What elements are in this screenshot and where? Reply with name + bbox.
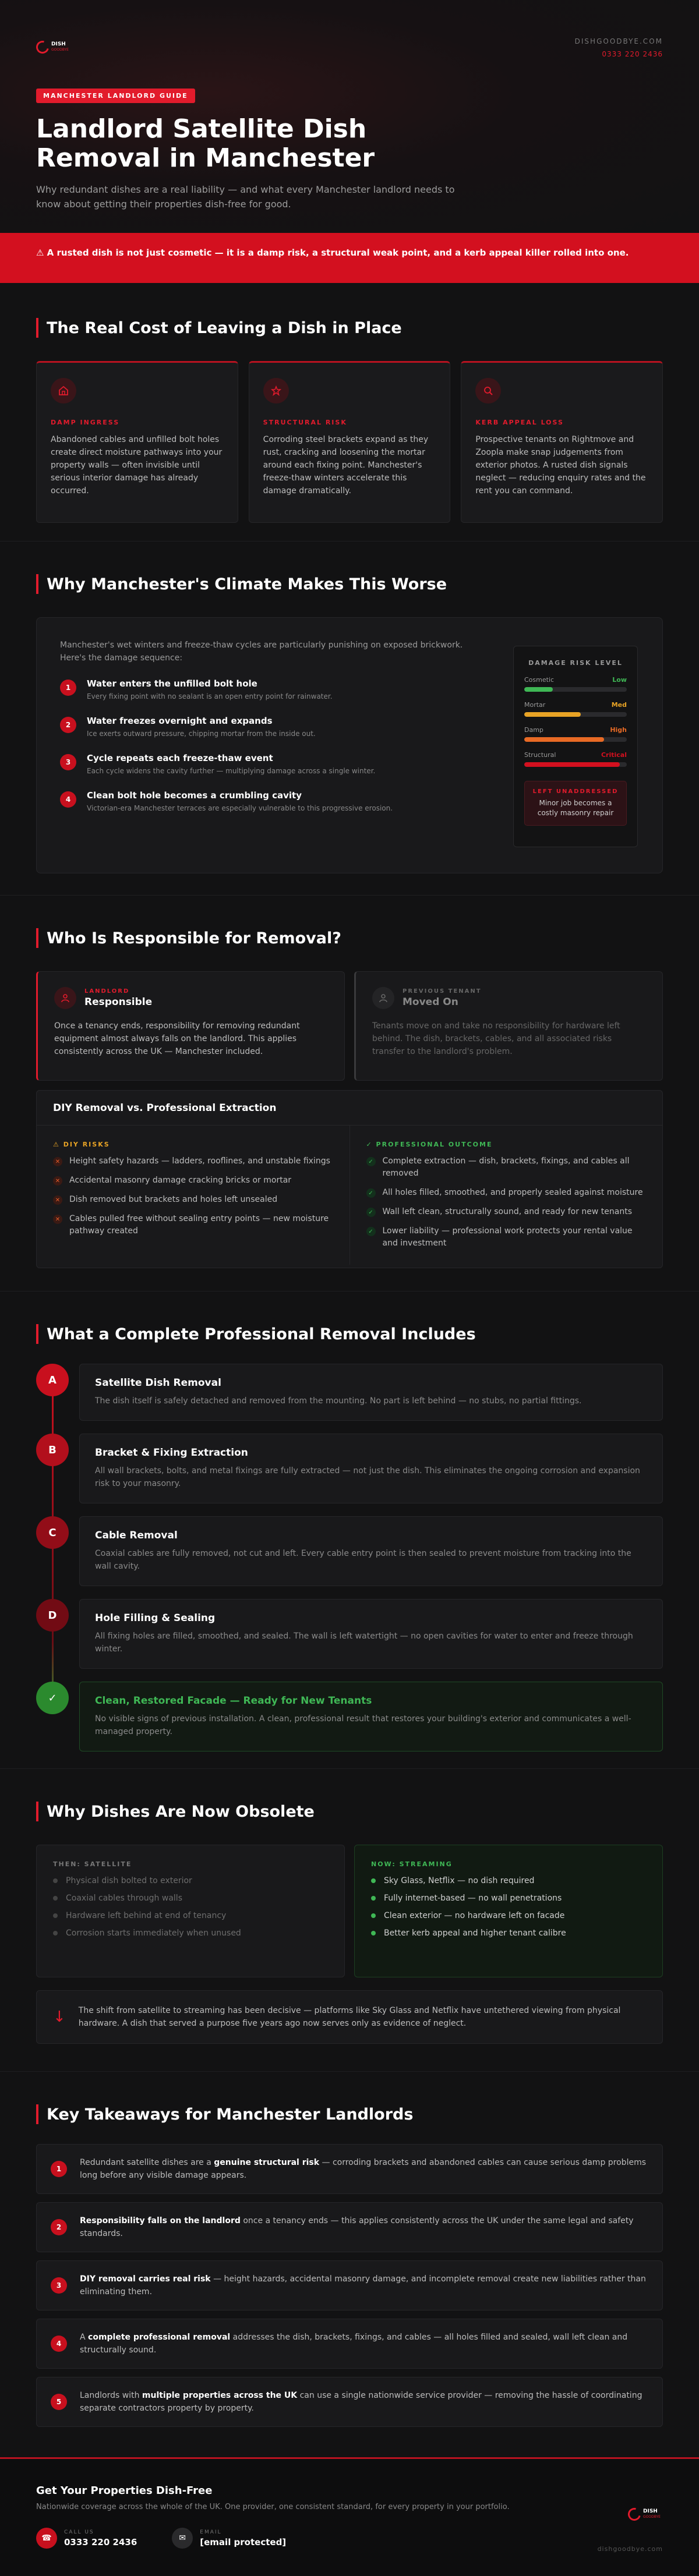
- footer-site-link[interactable]: dishgoodbye.com: [597, 2545, 663, 2553]
- logo-text: DISH: [51, 41, 66, 47]
- diy-risk-item: [53, 1213, 333, 1237]
- logo-text: DISH: [643, 2508, 658, 2514]
- step-number: 4: [60, 791, 76, 808]
- climate-section-title: Why Manchester's Climate Makes This Worse: [36, 574, 663, 594]
- then-item: [53, 1911, 328, 1920]
- takeaway-item: [36, 2319, 663, 2369]
- bullet-icon: [371, 1931, 376, 1935]
- timeline-text: No visible signs of previous installation. A clean, professional result that restores your building's exterior and communicates a well-managed property.: [95, 1714, 631, 1736]
- bullet-icon: [371, 1896, 376, 1901]
- timeline-node: D: [36, 1599, 69, 1632]
- takeaway-item: [36, 2377, 663, 2427]
- step-title: Water freezes overnight and expands: [87, 716, 273, 726]
- timeline-item-final: [36, 1682, 663, 1751]
- cost-card-damp: [36, 361, 238, 523]
- shift-note: [36, 1990, 663, 2044]
- email-value[interactable]: [email protected]: [200, 2536, 287, 2547]
- timeline-item: [36, 1434, 663, 1503]
- dish-logo-icon: [34, 38, 51, 56]
- cost-card-kicker: STRUCTURAL RISK: [263, 419, 347, 426]
- pro-outcome-item: [366, 1155, 647, 1180]
- timeline-title: Satellite Dish Removal: [95, 1377, 221, 1389]
- risk-bar-fill: [524, 712, 581, 717]
- takeaway-item: [36, 2260, 663, 2310]
- diy-risk-text: Cables pulled free without sealing entry points — new moisture pathway created: [69, 1214, 329, 1236]
- diy-risk-item: [53, 1174, 333, 1187]
- timeline-item: [36, 1516, 663, 1586]
- email-label: EMAIL: [200, 2529, 222, 2535]
- timeline-title: Clean, Restored Facade — Ready for New Tenants: [95, 1695, 372, 1707]
- header-site-link[interactable]: DISHGOODBYE.COM: [574, 37, 663, 45]
- timeline-text: The dish itself is safely detached and removed from the mounting. No part is left behind — no stubs, no partial fittings.: [95, 1396, 582, 1406]
- cross-icon: ✕: [53, 1215, 62, 1224]
- footer-call[interactable]: [36, 2528, 137, 2549]
- takeaway-number: 4: [51, 2336, 67, 2352]
- timeline-card: [79, 1599, 663, 1669]
- responsibility-section-title: Who Is Responsible for Removal?: [36, 928, 663, 948]
- diy-risk-item: [53, 1194, 333, 1206]
- then-label: THEN: SATELLITE: [53, 1860, 132, 1868]
- now-item: [371, 1911, 646, 1920]
- callout-text: Minor job becomes a costly masonry repair: [537, 799, 614, 817]
- now-item: [371, 1894, 646, 1903]
- logo-subtext: GOODBYE: [643, 2515, 661, 2519]
- pro-outcome-item: [366, 1225, 647, 1250]
- damage-steps: [60, 678, 479, 812]
- then-item: [53, 1894, 328, 1903]
- timeline-title: Bracket & Fixing Extraction: [95, 1447, 248, 1459]
- now-item: [371, 1876, 646, 1885]
- risk-bar-fill: [524, 737, 604, 742]
- timeline-title: Hole Filling & Sealing: [95, 1612, 216, 1624]
- footer-email[interactable]: [172, 2528, 286, 2549]
- step-title: Clean bolt hole becomes a crumbling cavity: [87, 790, 302, 801]
- timeline-text: All fixing holes are filled, smoothed, and sealed. The wall is left watertight — no open cavities for water to enter and freeze through winter.: [95, 1632, 633, 1654]
- cost-card-text: Abandoned cables and unfilled bolt holes create direct moisture pathways into your property walls — often invisible until serious interior damage has already occurred.: [51, 435, 223, 496]
- then-item-text: Hardware left behind at end of tenancy: [66, 1911, 227, 1920]
- user-icon: [54, 987, 76, 1009]
- landlord-text: Once a tenancy ends, responsibility for removing redundant equipment almost always falls on the landlord. This applies consistently across the UK — Manchester included.: [54, 1021, 300, 1056]
- damage-risk-panel: [513, 646, 638, 847]
- pro-outcome-item: [366, 1187, 647, 1199]
- timeline-text: Coaxial cables are fully removed, not cut and left. Every cable entry point is then sealed to prevent moisture from tracking into the wall cavity.: [95, 1549, 631, 1571]
- bullet-icon: [371, 1878, 376, 1883]
- hero: [0, 0, 699, 233]
- check-icon: ✓: [366, 1208, 376, 1217]
- climate-panel: [36, 617, 663, 873]
- footer-subtitle: Nationwide coverage across the whole of the UK. One provider, one consistent standard, for every property in your portfolio.: [36, 2503, 510, 2511]
- shift-note-text: The shift from satellite to streaming has been decisive — platforms like Sky Glass and Netflix have untethered viewing from physical hardware. A dish that served a purpose five years ago now serves only as evidence of neglect.: [78, 2006, 621, 2028]
- cross-icon: ✕: [53, 1157, 62, 1166]
- guide-badge: MANCHESTER LANDLORD GUIDE: [36, 89, 195, 103]
- tenant-text: Tenants move on and take no responsibility for hardware left behind. The dish, brackets, cables, and all associated risks transfer to the landlord's problem.: [372, 1021, 620, 1056]
- dish-logo-icon: [626, 2506, 643, 2523]
- cost-card-kicker: DAMP INGRESS: [51, 419, 120, 426]
- responsibility-section: [0, 896, 699, 1291]
- tenant-status: Moved On: [403, 996, 458, 1008]
- takeaway-text: Landlords with multiple properties across the UK can use a single nationwide service provider — removing the hassle of coordinating separate contractors property by property.: [80, 2391, 642, 2413]
- risk-bar-fill: [524, 687, 553, 692]
- diy-risks-column: [37, 1126, 350, 1265]
- risk-value: Low: [612, 676, 627, 684]
- risk-row: [524, 676, 627, 692]
- takeaway-item: [36, 2202, 663, 2252]
- risk-bar-fill: [524, 762, 620, 767]
- step-number: 1: [60, 680, 76, 696]
- timeline-title: Cable Removal: [95, 1530, 178, 1541]
- cost-card-structural: [249, 361, 451, 523]
- risk-value: Critical: [601, 751, 627, 759]
- now-item-text: Better kerb appeal and higher tenant calibre: [384, 1929, 566, 1938]
- risk-row: [524, 726, 627, 742]
- warning-icon: [263, 378, 289, 404]
- search-icon: [475, 378, 501, 404]
- timeline-node: B: [36, 1434, 69, 1466]
- pro-outcome-text: Lower liability — professional work protects your rental value and investment: [382, 1226, 633, 1248]
- bullet-icon: [53, 1913, 58, 1918]
- timeline-card: [79, 1434, 663, 1503]
- takeaway-number: 5: [51, 2394, 67, 2410]
- then-satellite-column: [36, 1845, 345, 1977]
- takeaway-text: DIY removal carries real risk — height hazards, accidental masonry damage, and incomplete removal create new liabilities rather than eliminating them.: [80, 2274, 646, 2297]
- takeaway-text: A complete professional removal addresses the dish, brackets, fixings, and cables — all holes filled and sealed, wall left clean and structurally sound.: [80, 2333, 628, 2355]
- step-desc: Victorian-era Manchester terraces are especially vulnerable to this progressive erosion.: [87, 804, 393, 812]
- cost-section: [0, 283, 699, 542]
- risk-bar: [524, 762, 627, 767]
- cost-card-text: Corroding steel brackets expand as they rust, cracking and loosening the mortar around each fixing point. Manchester's freeze-thaw winters accelerate this damage dramatically.: [263, 435, 429, 496]
- call-value[interactable]: 0333 220 2436: [64, 2536, 137, 2547]
- cost-card-text: Prospective tenants on Rightmove and Zoopla make snap judgements from exterior photos. A rusted dish signals neglect — reducing enquiry rates and the rent you can command.: [475, 435, 646, 496]
- risk-bar: [524, 737, 627, 742]
- removal-section-title: What a Complete Professional Removal Includes: [36, 1324, 663, 1344]
- step-number: 3: [60, 754, 76, 770]
- damage-step: [60, 678, 479, 700]
- takeaway-number: 3: [51, 2277, 67, 2294]
- obsolete-section: [0, 1769, 699, 2072]
- risk-bar: [524, 687, 627, 692]
- bullet-icon: [53, 1931, 58, 1935]
- landlord-card: [36, 971, 345, 1081]
- user-icon: [372, 987, 394, 1009]
- step-title: Cycle repeats each freeze-thaw event: [87, 753, 273, 763]
- cross-icon: ✕: [53, 1195, 62, 1205]
- check-icon: ✓: [36, 1682, 69, 1714]
- removal-timeline: [36, 1364, 663, 1751]
- risk-bar: [524, 712, 627, 717]
- call-label: CALL US: [64, 2529, 94, 2535]
- tenant-card: [354, 971, 663, 1081]
- damage-step: [60, 716, 479, 738]
- risk-label: Mortar: [524, 701, 546, 709]
- arrow-down-icon: ↓: [53, 2008, 66, 2026]
- now-label: NOW: STREAMING: [371, 1860, 453, 1868]
- unaddressed-callout: [524, 781, 627, 826]
- bullet-icon: [53, 1896, 58, 1901]
- risk-label: Cosmetic: [524, 676, 555, 684]
- pro-outcome-item: [366, 1206, 647, 1218]
- pro-outcome-column: [350, 1126, 663, 1265]
- cost-card-kerb: [461, 361, 663, 523]
- callout-kicker: LEFT UNADDRESSED: [532, 788, 619, 795]
- step-title: Water enters the unfilled bolt hole: [87, 678, 257, 689]
- page-title: Landlord Satellite Dish Removal in Manchester: [36, 114, 375, 173]
- diy-panel-title: DIY Removal vs. Professional Extraction: [37, 1091, 662, 1126]
- header-contact: [575, 37, 663, 58]
- takeaways-section-title: Key Takeaways for Manchester Landlords: [36, 2104, 663, 2124]
- now-item-text: Clean exterior — no hardware left on facade: [384, 1911, 565, 1920]
- diy-risk-text: Dish removed but brackets and holes left unsealed: [69, 1195, 278, 1204]
- check-icon: ✓: [366, 1157, 376, 1166]
- bullet-icon: [371, 1913, 376, 1918]
- now-item-text: Fully internet-based — no wall penetrations: [384, 1894, 562, 1903]
- pro-outcome-text: All holes filled, smoothed, and properly sealed against moisture: [382, 1188, 643, 1197]
- page-subtitle: Why redundant dishes are a real liability — and what every Manchester landlord needs to know about getting their properties dish-free for good.: [36, 184, 455, 210]
- climate-section: [0, 542, 699, 896]
- timeline-card: [79, 1364, 663, 1421]
- house-icon: [51, 378, 76, 404]
- now-item-text: Sky Glass, Netflix — no dish required: [384, 1876, 535, 1885]
- timeline-card: [79, 1516, 663, 1586]
- risk-label: Damp: [524, 726, 543, 734]
- cross-icon: ✕: [53, 1176, 62, 1186]
- landlord-kicker: LANDLORD: [84, 988, 130, 995]
- warning-banner: ⚠ A rusted dish is not just cosmetic — it is a damp risk, a structural weak point, and a kerb appeal killer rolled into one.: [0, 233, 699, 283]
- landlord-status: Responsible: [84, 996, 153, 1008]
- timeline-node: C: [36, 1516, 69, 1549]
- pro-outcome-text: Wall left clean, structurally sound, and ready for new tenants: [382, 1207, 632, 1216]
- then-item-text: Corrosion starts immediately when unused: [66, 1929, 241, 1938]
- diy-risks-label: ⚠ DIY RISKS: [53, 1141, 110, 1148]
- footer: [0, 2457, 699, 2576]
- phone-icon: ☎: [36, 2528, 57, 2549]
- then-item: [53, 1929, 328, 1938]
- cost-card-kicker: KERB APPEAL LOSS: [475, 419, 564, 426]
- timeline-card-final: [79, 1682, 663, 1751]
- footer-title: Get Your Properties Dish-Free: [36, 2485, 213, 2497]
- takeaway-item: [36, 2144, 663, 2194]
- step-desc: Ice exerts outward pressure, chipping mortar from the inside out.: [87, 730, 316, 738]
- takeaways-list: [36, 2144, 663, 2427]
- timeline-item: [36, 1364, 663, 1421]
- timeline-node: A: [36, 1364, 69, 1396]
- risk-row: [524, 751, 627, 767]
- bullet-icon: [53, 1878, 58, 1883]
- risk-panel-title: DAMAGE RISK LEVEL: [528, 659, 623, 667]
- now-streaming-column: [354, 1845, 663, 1977]
- takeaway-number: 1: [51, 2161, 67, 2177]
- check-icon: ✓: [366, 1188, 376, 1198]
- obsolete-section-title: Why Dishes Are Now Obsolete: [36, 1802, 663, 1821]
- removal-section: [0, 1291, 699, 1769]
- risk-label: Structural: [524, 751, 556, 759]
- check-icon: ✓: [366, 1227, 376, 1236]
- timeline-text: All wall brackets, bolts, and metal fixings are fully extracted — not just the dish. This eliminates the ongoing corrosion and expansion risk to your masonry.: [95, 1466, 640, 1488]
- takeaways-section: [0, 2072, 699, 2444]
- takeaway-text: Responsibility falls on the landlord once a tenancy ends — this applies consistently across the UK under the same legal and safety standards.: [80, 2216, 634, 2238]
- then-item-text: Coaxial cables through walls: [66, 1894, 182, 1903]
- now-item: [371, 1929, 646, 1938]
- tenant-kicker: PREVIOUS TENANT: [403, 988, 482, 995]
- diy-risk-item: [53, 1155, 333, 1167]
- step-desc: Each cycle widens the cavity further — multiplying damage across a single winter.: [87, 767, 376, 775]
- risk-value: High: [610, 726, 627, 734]
- mail-icon: ✉: [172, 2528, 193, 2549]
- logo[interactable]: [36, 40, 77, 55]
- damage-step: [60, 790, 479, 812]
- diy-risk-text: Accidental masonry damage cracking bricks or mortar: [69, 1176, 292, 1185]
- step-number: 2: [60, 717, 76, 733]
- damage-step: [60, 753, 479, 775]
- step-desc: Every fixing point with no sealant is an open entry point for rainwater.: [87, 692, 333, 700]
- logo-subtext: GOODBYE: [51, 48, 69, 52]
- pro-outcome-text: Complete extraction — dish, brackets, fixings, and cables all removed: [382, 1156, 630, 1178]
- takeaway-text: Redundant satellite dishes are a genuine structural risk — corroding brackets and abandoned cables can cause serious damp problems long before any visible damage appears.: [80, 2158, 647, 2180]
- takeaway-number: 2: [51, 2219, 67, 2235]
- risk-row: [524, 701, 627, 717]
- then-item: [53, 1876, 328, 1885]
- then-item-text: Physical dish bolted to exterior: [66, 1876, 192, 1885]
- timeline-item: [36, 1599, 663, 1669]
- pro-outcome-label: ✓ PROFESSIONAL OUTCOME: [366, 1141, 493, 1148]
- header-phone-link[interactable]: 0333 220 2436: [602, 50, 663, 58]
- climate-intro: Manchester's wet winters and freeze-thaw cycles are particularly punishing on exposed brickwork. Here's the damage sequence:: [60, 641, 463, 663]
- cost-section-title: The Real Cost of Leaving a Dish in Place: [36, 318, 663, 338]
- footer-logo[interactable]: [628, 2507, 663, 2520]
- diy-vs-pro-panel: [36, 1090, 663, 1268]
- risk-value: Med: [611, 701, 627, 709]
- diy-risk-text: Height safety hazards — ladders, rooflines, and unstable fixings: [69, 1156, 330, 1166]
